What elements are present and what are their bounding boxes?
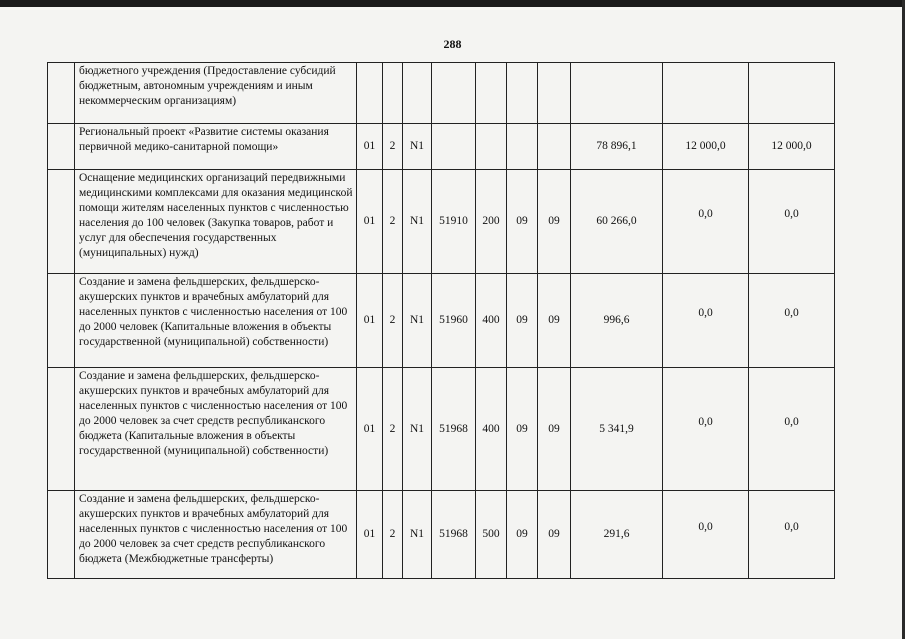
code-project: N1 [403,491,432,579]
amount-year-3 [749,63,835,124]
code-section [507,124,538,170]
code-direction: 51910 [432,170,476,274]
code-program: 01 [357,124,383,170]
code-subprogram [383,63,403,124]
code-expense-type: 400 [476,368,507,491]
amount-year-3: 0,0 [749,368,835,491]
amount-year-2: 0,0 [663,274,749,368]
code-section: 09 [507,170,538,274]
amount-year-1: 60 266,0 [571,170,663,274]
row-name: Оснащение медицинских организаций передвижными медицинскими комплексами для оказания медицинской помощи жителям населенных пунктов с численностью населения до 100 человек (Закупка товаров, работ и услуг для обеспечения государственных (муниципальных) нужд) [75,170,357,274]
code-project: N1 [403,170,432,274]
row-name: Создание и замена фельдшерских, фельдшерско-акушерских пунктов и врачебных амбулаторий для населенных пунктов с численностью населения от 100 до 2000 человек за счет средств республиканского бюджета (Межбюджетные трансферты) [75,491,357,579]
code-subsection: 09 [538,170,571,274]
index-cell [48,170,75,274]
row-name: Создание и замена фельдшерских, фельдшерско-акушерских пунктов и врачебных амбулаторий для населенных пунктов с численностью населения от 100 до 2000 человек (Капитальные вложения в объекты государственной (муниципальной) собственности) [75,274,357,368]
amount-year-1 [571,63,663,124]
code-program: 01 [357,274,383,368]
code-section: 09 [507,274,538,368]
amount-year-3: 0,0 [749,274,835,368]
code-project [403,63,432,124]
code-program: 01 [357,491,383,579]
amount-year-2: 0,0 [663,368,749,491]
code-program: 01 [357,170,383,274]
code-project: N1 [403,274,432,368]
table-row [48,170,835,274]
code-subprogram: 2 [383,491,403,579]
amount-year-2 [663,63,749,124]
code-subprogram: 2 [383,274,403,368]
code-project: N1 [403,368,432,491]
amount-year-1: 291,6 [571,491,663,579]
code-direction: 51960 [432,274,476,368]
code-subprogram: 2 [383,124,403,170]
amount-year-3: 12 000,0 [749,124,835,170]
table-row [48,124,835,170]
code-direction [432,63,476,124]
code-subsection: 09 [538,491,571,579]
budget-table [47,62,835,579]
amount-year-2: 0,0 [663,491,749,579]
code-expense-type: 500 [476,491,507,579]
code-subsection [538,124,571,170]
code-program [357,63,383,124]
index-cell [48,368,75,491]
code-project: N1 [403,124,432,170]
table-row [48,274,835,368]
code-subsection: 09 [538,368,571,491]
code-subprogram: 2 [383,368,403,491]
code-subprogram: 2 [383,170,403,274]
code-direction [432,124,476,170]
code-program: 01 [357,368,383,491]
index-cell [48,274,75,368]
index-cell [48,491,75,579]
code-expense-type: 200 [476,170,507,274]
scan-border-top [0,0,905,7]
code-subsection [538,63,571,124]
code-subsection: 09 [538,274,571,368]
code-expense-type: 400 [476,274,507,368]
amount-year-1: 5 341,9 [571,368,663,491]
code-expense-type [476,63,507,124]
page-number: 288 [443,37,462,51]
amount-year-3: 0,0 [749,170,835,274]
index-cell [48,63,75,124]
table-row [48,368,835,491]
row-name: Создание и замена фельдшерских, фельдшерско-акушерских пунктов и врачебных амбулаторий для населенных пунктов с численностью населения от 100 до 2000 человек за счет средств республиканского бюджета (Капитальные вложения в объекты государственной (муниципальной) собственности) [75,368,357,491]
row-name: бюджетного учреждения (Предоставление субсидий бюджетным, автономным учреждениям и иным некоммерческим организациям) [75,63,357,124]
code-section: 09 [507,491,538,579]
row-name: Региональный проект «Развитие системы оказания первичной медико-санитарной помощи» [75,124,357,170]
table-row [48,63,835,124]
amount-year-2: 12 000,0 [663,124,749,170]
table-row [48,491,835,579]
code-section [507,63,538,124]
amount-year-2: 0,0 [663,170,749,274]
code-direction: 51968 [432,491,476,579]
amount-year-1: 996,6 [571,274,663,368]
amount-year-3: 0,0 [749,491,835,579]
code-expense-type [476,124,507,170]
code-direction: 51968 [432,368,476,491]
amount-year-1: 78 896,1 [571,124,663,170]
code-section: 09 [507,368,538,491]
index-cell [48,124,75,170]
